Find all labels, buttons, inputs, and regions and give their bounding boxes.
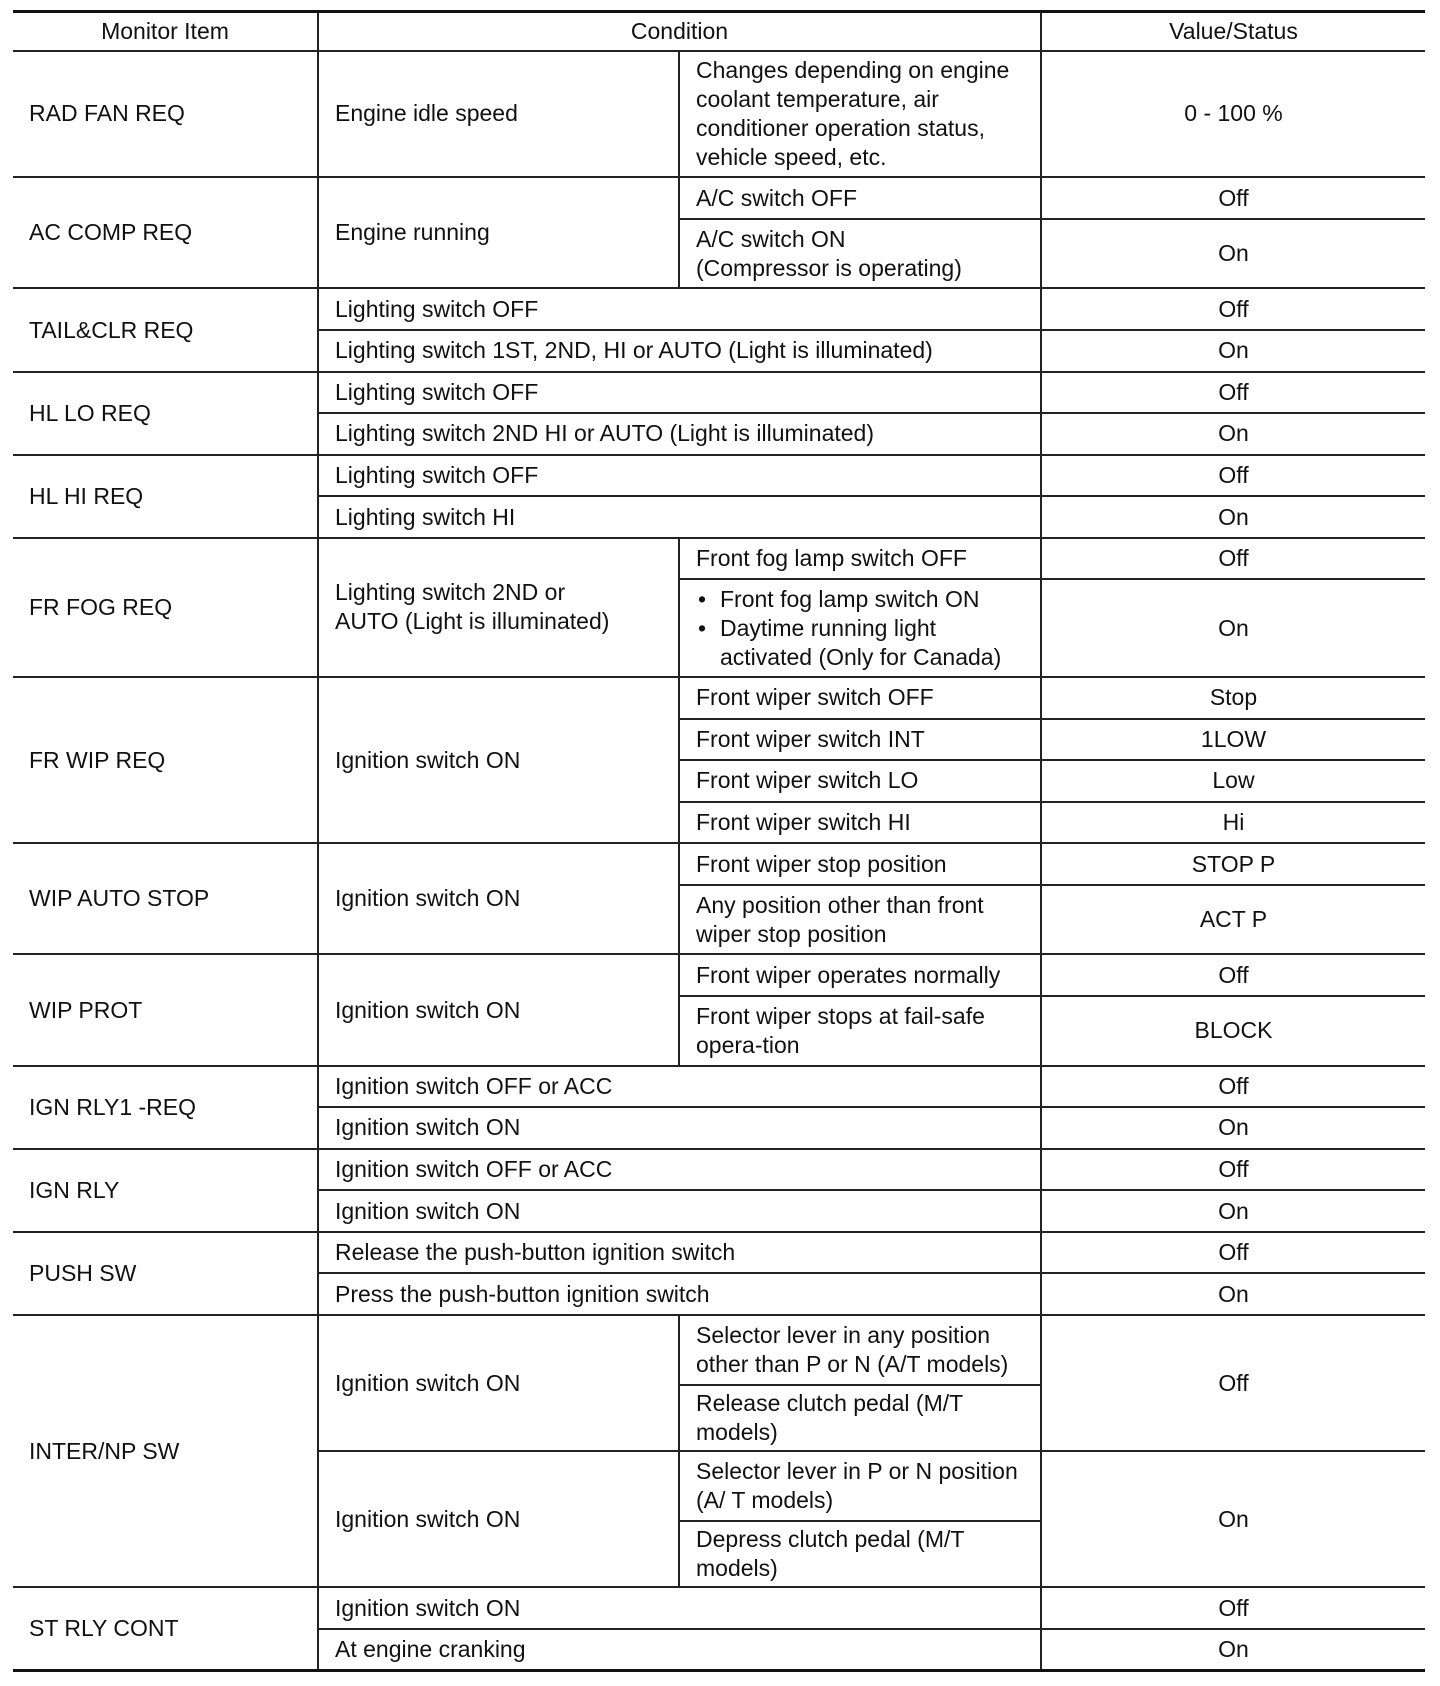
- value-cell: On: [1041, 1451, 1425, 1587]
- value-cell: Off: [1041, 1149, 1425, 1191]
- condition-cell: Ignition switch ON: [318, 1107, 1041, 1149]
- value-cell: STOP P: [1041, 843, 1425, 885]
- sub-condition-cell: Front wiper switch HI: [679, 802, 1041, 844]
- condition-cell: Ignition switch OFF or ACC: [318, 1149, 1041, 1191]
- value-cell: Low: [1041, 760, 1425, 802]
- condition-cell: Engine running: [318, 177, 679, 288]
- table-row: [13, 1232, 1425, 1274]
- monitor-item-name: IGN RLY: [13, 1149, 318, 1232]
- table-row: [13, 677, 1425, 719]
- sub-condition-line: A/C switch ON: [696, 225, 846, 252]
- value-cell: On: [1041, 1190, 1425, 1232]
- value-cell: On: [1041, 1273, 1425, 1315]
- sub-condition-cell: Selector lever in P or N position (A/ T models): [679, 1451, 1041, 1521]
- value-cell: Hi: [1041, 802, 1425, 844]
- value-cell: On: [1041, 413, 1425, 455]
- condition-line: Lighting switch 2ND or: [335, 579, 566, 606]
- condition-cell: At engine cranking: [318, 1629, 1041, 1671]
- bullet-item: • Daytime running light activated (Only for Canada): [720, 614, 1024, 672]
- sub-condition-cell: Front wiper switch INT: [679, 719, 1041, 761]
- sub-condition-cell: Changes depending on engine coolant temperature, air conditioner operation status, vehicle speed, etc.: [679, 51, 1041, 178]
- sub-condition-cell: Front wiper switch OFF: [679, 677, 1041, 719]
- monitor-item-name: AC COMP REQ: [13, 177, 318, 288]
- monitor-item-name: IGN RLY1 -REQ: [13, 1066, 318, 1149]
- monitor-item-name: FR WIP REQ: [13, 677, 318, 843]
- sub-condition-cell: Front wiper stop position: [679, 843, 1041, 885]
- value-cell: ACT P: [1041, 885, 1425, 955]
- monitor-item-name: PUSH SW: [13, 1232, 318, 1315]
- header-monitor-item: Monitor Item: [13, 12, 318, 51]
- monitor-item-name: HL HI REQ: [13, 455, 318, 538]
- value-cell: Off: [1041, 372, 1425, 414]
- condition-cell: Lighting switch HI: [318, 496, 1041, 538]
- sub-condition-cell: Front wiper operates normally: [679, 954, 1041, 996]
- header-value-status: Value/Status: [1041, 12, 1425, 51]
- sub-condition-cell: Any position other than front wiper stop position: [679, 885, 1041, 955]
- sub-condition-cell: Front wiper stops at fail-safe opera-tion: [679, 996, 1041, 1066]
- monitor-item-table: [13, 10, 1425, 1672]
- value-cell: On: [1041, 1629, 1425, 1671]
- table-row: [13, 1149, 1425, 1191]
- condition-cell: Ignition switch ON: [318, 1587, 1041, 1629]
- condition-cell: Lighting switch OFF: [318, 372, 1041, 414]
- sub-condition-cell: A/C switch OFF: [679, 177, 1041, 219]
- value-cell: Off: [1041, 538, 1425, 580]
- table-row: [13, 843, 1425, 885]
- table-row: [13, 538, 1425, 580]
- condition-cell: Ignition switch ON: [318, 1451, 679, 1587]
- header-condition: Condition: [318, 12, 1041, 51]
- monitor-item-name: WIP PROT: [13, 954, 318, 1065]
- value-cell: Off: [1041, 954, 1425, 996]
- monitor-item-name: ST RLY CONT: [13, 1587, 318, 1670]
- table-row: [13, 288, 1425, 330]
- monitor-item-name: HL LO REQ: [13, 372, 318, 455]
- condition-line: AUTO (Light is illuminated): [335, 608, 610, 635]
- condition-cell: Engine idle speed: [318, 51, 679, 178]
- condition-cell: Lighting switch 1ST, 2ND, HI or AUTO (Light is illuminated): [318, 330, 1041, 372]
- condition-cell: Ignition switch ON: [318, 1315, 679, 1451]
- value-cell: Stop: [1041, 677, 1425, 719]
- condition-cell: Press the push-button ignition switch: [318, 1273, 1041, 1315]
- monitor-item-name: TAIL&CLR REQ: [13, 288, 318, 371]
- table-row: [13, 51, 1425, 178]
- sub-condition-line: (Compressor is operating): [696, 254, 962, 281]
- sub-condition-cell: Release clutch pedal (M/T models): [679, 1385, 1041, 1452]
- condition-cell: Ignition switch ON: [318, 1190, 1041, 1232]
- condition-cell: Lighting switch OFF: [318, 288, 1041, 330]
- sub-condition-cell: Selector lever in any position other than P or N (A/T models): [679, 1315, 1041, 1385]
- sub-condition-cell: [679, 579, 1041, 677]
- bullet-item: • Front fog lamp switch ON: [720, 585, 1024, 614]
- table-row: [13, 1066, 1425, 1108]
- condition-cell: [318, 538, 679, 677]
- value-cell: On: [1041, 579, 1425, 677]
- value-cell: On: [1041, 1107, 1425, 1149]
- value-cell: Off: [1041, 288, 1425, 330]
- condition-cell: Ignition switch ON: [318, 843, 679, 954]
- table-row: [13, 1587, 1425, 1629]
- table-row: [13, 1315, 1425, 1385]
- sub-condition-cell: Front wiper switch LO: [679, 760, 1041, 802]
- condition-cell: Lighting switch OFF: [318, 455, 1041, 497]
- value-cell: 0 - 100 %: [1041, 51, 1425, 178]
- condition-cell: Ignition switch ON: [318, 954, 679, 1065]
- value-cell: Off: [1041, 1587, 1425, 1629]
- value-cell: Off: [1041, 1232, 1425, 1274]
- value-cell: BLOCK: [1041, 996, 1425, 1066]
- monitor-item-name: INTER/NP SW: [13, 1315, 318, 1587]
- bullet-list: [696, 585, 1024, 672]
- value-cell: Off: [1041, 1315, 1425, 1451]
- value-cell: Off: [1041, 1066, 1425, 1108]
- value-cell: Off: [1041, 455, 1425, 497]
- value-cell: Off: [1041, 177, 1425, 219]
- condition-cell: Ignition switch ON: [318, 677, 679, 843]
- monitor-item-name: FR FOG REQ: [13, 538, 318, 677]
- condition-cell: Ignition switch OFF or ACC: [318, 1066, 1041, 1108]
- value-cell: On: [1041, 219, 1425, 289]
- table-row: [13, 177, 1425, 219]
- condition-cell: Release the push-button ignition switch: [318, 1232, 1041, 1274]
- table-row: [13, 954, 1425, 996]
- condition-cell: Lighting switch 2ND HI or AUTO (Light is illuminated): [318, 413, 1041, 455]
- table-row: [13, 372, 1425, 414]
- value-cell: On: [1041, 330, 1425, 372]
- header-row: [13, 12, 1425, 51]
- table-row: [13, 455, 1425, 497]
- sub-condition-cell: Depress clutch pedal (M/T models): [679, 1521, 1041, 1588]
- monitor-item-name: RAD FAN REQ: [13, 51, 318, 178]
- sub-condition-cell: [679, 219, 1041, 289]
- monitor-item-name: WIP AUTO STOP: [13, 843, 318, 954]
- sub-condition-cell: Front fog lamp switch OFF: [679, 538, 1041, 580]
- value-cell: On: [1041, 496, 1425, 538]
- value-cell: 1LOW: [1041, 719, 1425, 761]
